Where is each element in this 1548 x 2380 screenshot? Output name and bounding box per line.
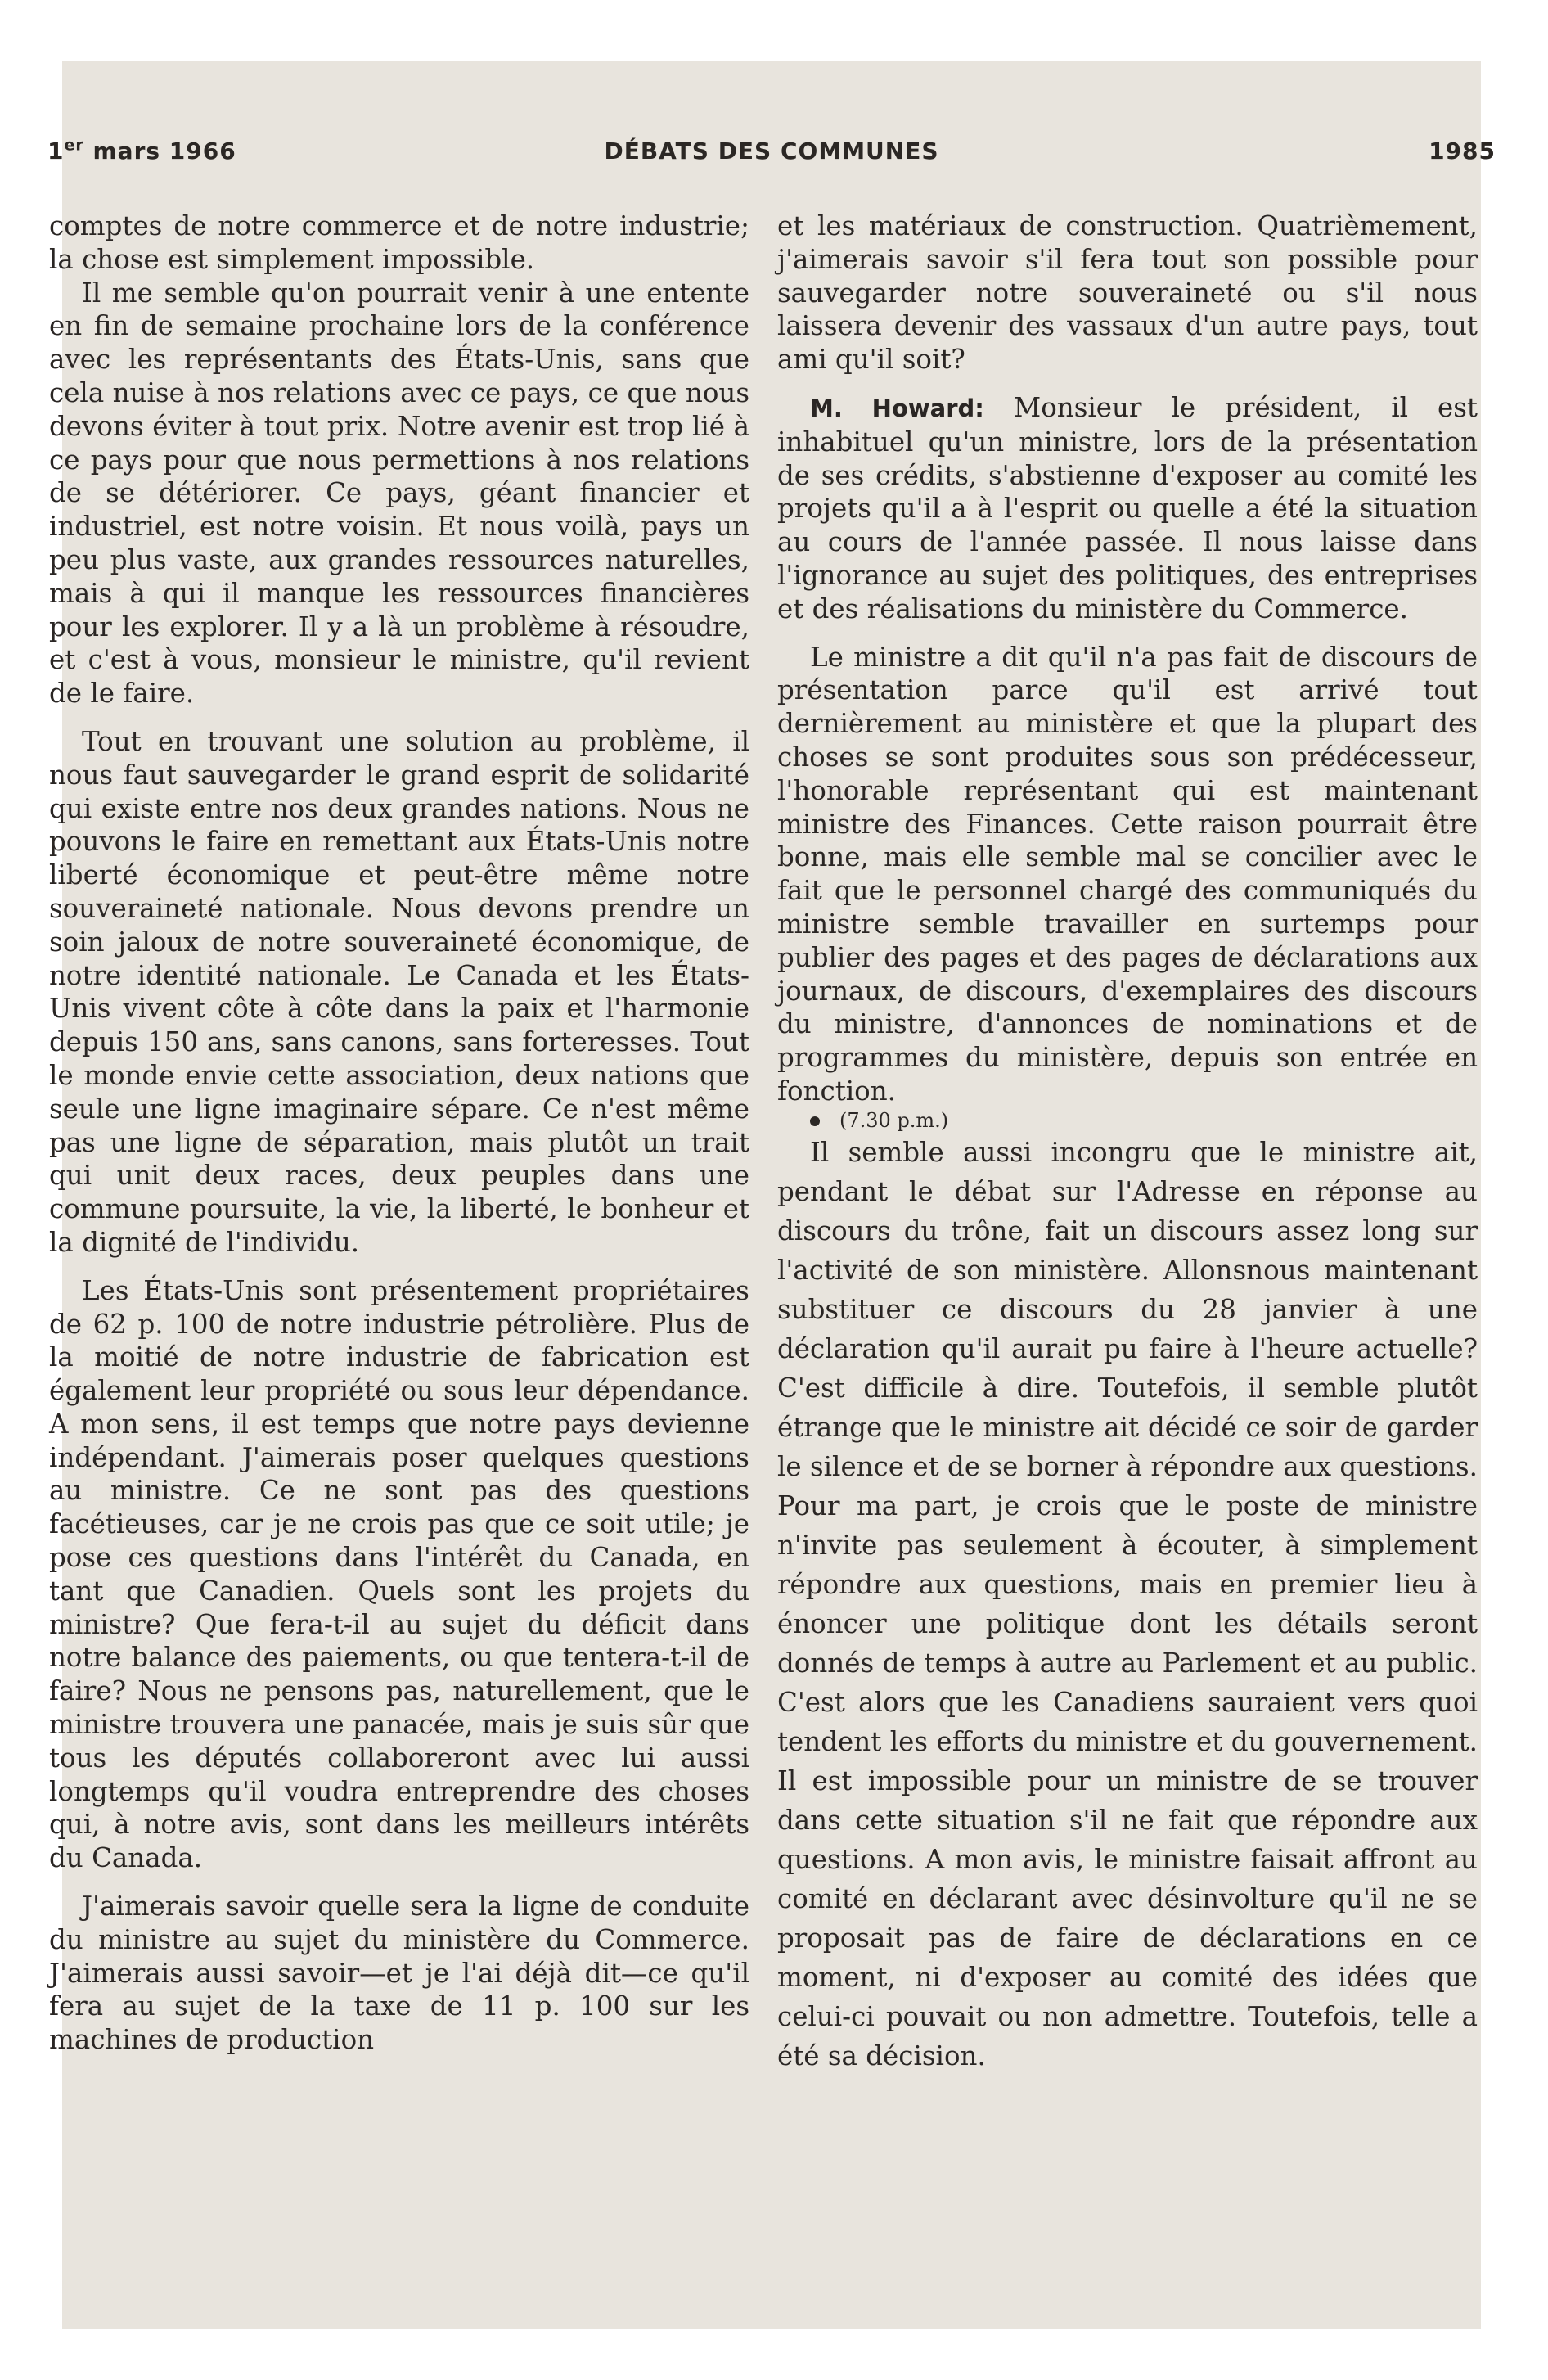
paragraph: Il semble aussi incongru que le ministre ait, pendant le débat sur l'Adresse en réponse au discours du trône, fait un discours assez long sur l'activité de son ministère. Allonsnous maintenant substituer ce discours du 28 janvier à une déclaration qu'il aurait pu faire à l'heure actuelle? C'est difficile à dire. Toutefois, il semble plutôt étrange que le ministre ait décidé ce soir de garder le silence et de se borner à répondre aux questions. Pour ma part, je crois que le poste de ministre n'invite pas seulement à écouter, à simplement répondre aux questions, mais en premier lieu à énoncer une politique dont les détails seront donnés de temps à autre au Parlement et au public. C'est alors que les Canadiens sauraient vers quoi tendent les efforts du ministre et du gouvernement. Il est impossible pour un ministre de se trouver dans cette situation s'il ne fait que répondre aux questions. A mon avis, le ministre faisait affront au comité en déclarant avec désinvolture qu'il ne se proposait pas de faire de déclarations en ce moment, ni d'exposer au comité des idées que celui-ci pouvait ou non admettre. Toutefois, telle a été sa décision. <box>777 1136 1478 2071</box>
time-marker <box>777 1108 1478 1133</box>
header-date: 1er mars 1966 <box>47 136 236 165</box>
header-title: DÉBATS DES COMMUNES <box>604 137 939 165</box>
speech-text: Monsieur le président, il est inhabituel qu'un ministre, lors de la présentation de ses crédits, s'abstienne d'exposer au comité les projets qu'il a à l'esprit ou quelle a été la situation au cours de l'année passée. Il nous laisse dans l'ignorance au sujet des politiques, des entreprises et des réalisations du ministère du Commerce. <box>777 391 1478 624</box>
speech-paragraph <box>777 391 1478 626</box>
paragraph: Tout en trouvant une solution au problème, il nous faut sauvegarder le grand esprit de solidarité qui existe entre nos deux grandes nations. Nous ne pouvons le faire en remettant aux États-Unis notre liberté économique et peut-être même notre souveraineté nationale. Nous devons prendre un soin jaloux de notre souveraineté économique, de notre identité nationale. Le Canada et les États-Unis vivent côte à côte dans la paix et l'harmonie depuis 150 ans, sans canons, sans forteresses. Tout le monde envie cette association, deux nations que seule une ligne imaginaire sépare. Ce n'est même pas une ligne de séparation, mais plutôt un trait qui unit deux races, deux peuples dans une commune poursuite, la vie, la liberté, le bonheur et la dignité de l'individu. <box>49 725 749 1258</box>
paragraph: Le ministre a dit qu'il n'a pas fait de discours de présentation parce qu'il est arrivé tout dernièrement au ministère et que la plupart des choses se sont produites sous son prédécesseur, l'honorable représentant qui est maintenant ministre des Finances. Cette raison pourrait être bonne, mais elle semble mal se concilier avec le fait que le personnel chargé des communiqués du ministre semble travailler en surtemps pour publier des pages et des pages de déclarations aux journaux, de discours, d'exemplaires des discours du ministre, d'annonces de nominations et de programmes du ministère, depuis son entrée en fonction. <box>777 641 1478 1107</box>
left-column <box>49 210 749 2057</box>
paragraph: et les matériaux de construction. Quatrièmement, j'aimerais savoir s'il fera tout son possible pour sauvegarder notre souveraineté ou s'il nous laissera devenir des vassaux d'un autre pays, tout ami qu'il soit? <box>777 210 1478 376</box>
paragraph: Les États-Unis sont présentement propriétaires de 62 p. 100 de notre industrie pétrolière. Plus de la moitié de notre industrie de fabrication est également leur propriété ou sous leur dépendance. A mon sens, il est temps que notre pays devienne indépendant. J'aimerais poser quelques questions au ministre. Ce ne sont pas des questions facétieuses, car je ne crois pas que ce soit utile; je pose ces questions dans l'intérêt du Canada, en tant que Canadien. Quels sont les projets du ministre? Que fera-t-il au sujet du déficit dans notre balance des paiements, ou que tentera-t-il de faire? Nous ne pensons pas, naturellement, que le ministre trouvera une panacée, mais je suis sûr que tous les députés collaboreront avec lui aussi longtemps qu'il voudra entreprendre des choses qui, à notre avis, sont dans les meilleurs intérêts du Canada. <box>49 1274 749 1874</box>
right-column <box>777 210 1478 2076</box>
bullet-icon <box>810 1116 820 1126</box>
speaker-name: M. Howard: <box>810 394 984 422</box>
date-superscript: er <box>64 136 84 155</box>
paragraph: comptes de notre commerce et de notre industrie; la chose est simplement impossible. <box>49 210 749 275</box>
time-marker-text: (7.30 p.m.) <box>839 1108 949 1132</box>
paragraph: J'aimerais savoir quelle sera la ligne de conduite du ministre au sujet du ministère du Commerce. J'aimerais aussi savoir—et je l'ai déjà dit—ce qu'il fera au sujet de la taxe de 11 p. 100 sur les machines de production <box>49 1891 749 2056</box>
paragraph: Il me semble qu'on pourrait venir à une entente en fin de semaine prochaine lors de la conférence avec les représentants des États-Unis, sans que cela nuise à nos relations avec ce pays, ce que nous devons éviter à tout prix. Notre avenir est trop lié à ce pays pour que nous permettions à nos relations de se détériorer. Ce pays, géant financier et industriel, est notre voisin. Et nous voilà, pays un peu plus vaste, aux grandes ressources naturelles, mais à qui il manque les ressources financières pour les explorer. Il y a là un problème à résoudre, et c'est à vous, monsieur le ministre, qu'il revient de le faire. <box>49 277 749 710</box>
page-header <box>47 137 1496 183</box>
header-page-number: 1985 <box>1429 137 1496 165</box>
